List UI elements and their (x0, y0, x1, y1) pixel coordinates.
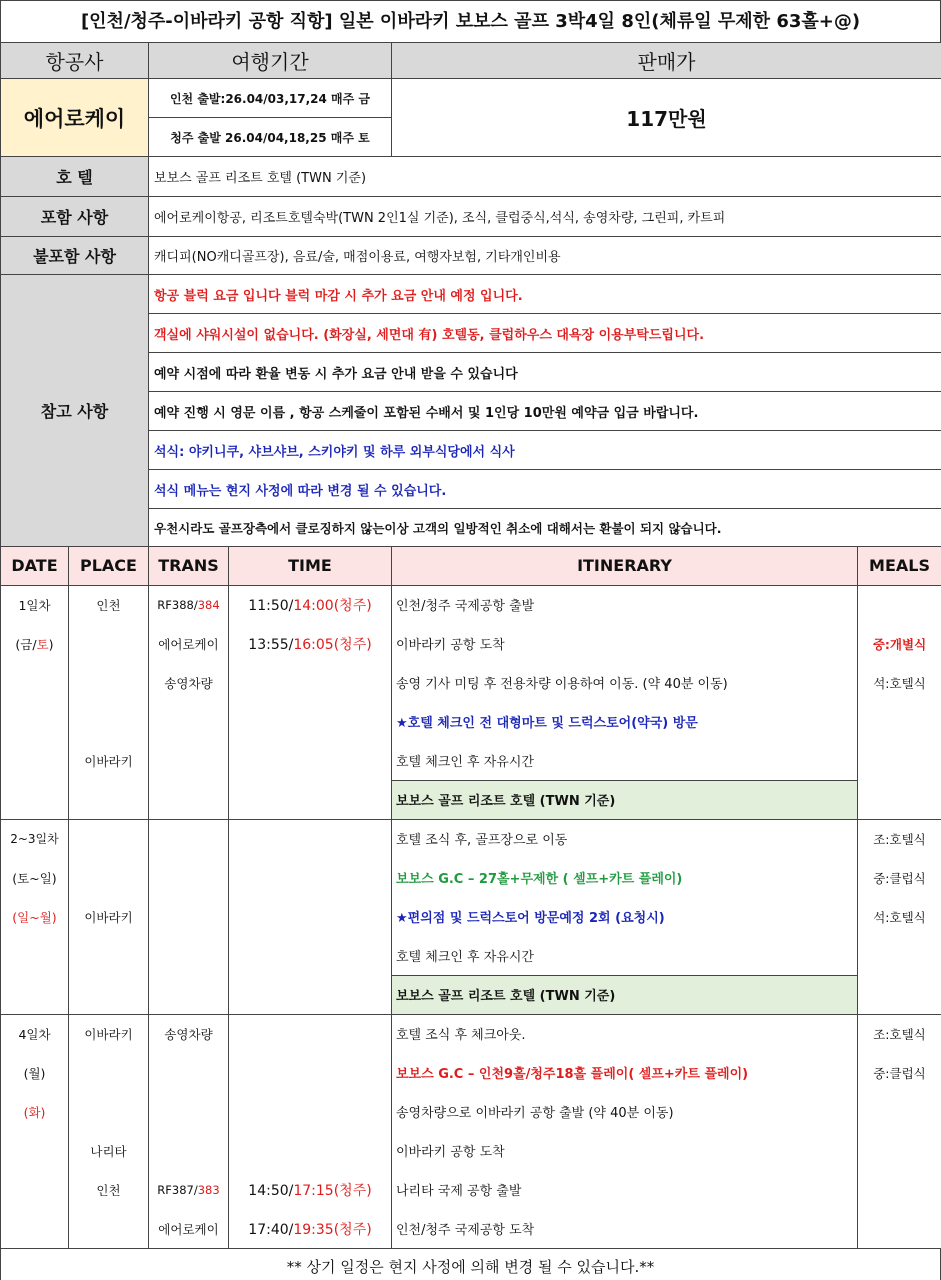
excluded-label: 불포함 사항 (1, 237, 149, 275)
hotel-value: 보보스 골프 리조트 호텔 (TWN 기준) (149, 157, 941, 197)
included-label: 포함 사항 (1, 197, 149, 237)
day4-dow-1: (월) (1, 1053, 69, 1092)
airline-name: 에어로케이 (1, 79, 149, 157)
price-value: 117만원 (392, 79, 941, 157)
day4-trans-2: RF387/383 (149, 1170, 229, 1209)
day4-meal-1: 조:호텔식 (858, 1014, 941, 1053)
col-place: PLACE (69, 547, 149, 585)
col-date: DATE (1, 547, 69, 585)
table-row (1, 624, 941, 663)
day2-dow-1: (토~일) (1, 858, 69, 897)
day1-time-2: 13:55/16:05(청주) (229, 624, 392, 663)
day4-itinerary-2: 보보스 G.C – 인천9홀/청주18홀 플레이( 셀프+카트 플레이) (392, 1053, 858, 1092)
day2-meal-1: 조:호텔식 (858, 819, 941, 858)
note-item: 객실에 샤워시설이 없습니다. (화장실, 세면대 有) 호텔동, 클럽하우스 대욕장 이용부탁드립니다. (149, 314, 941, 353)
day2-itinerary-1: 호텔 조식 후, 골프장으로 이동 (392, 819, 858, 858)
day1-trans-1: RF388/384 (149, 585, 229, 624)
day2-itinerary-3: ★편의점 및 드럭스토어 방문예정 2회 (요청시) (392, 897, 858, 936)
footer-note: ** 상기 일정은 현지 사정에 의해 변경 될 수 있습니다.** (0, 1248, 941, 1280)
day1-meal-1: 중:개별식 (858, 624, 941, 663)
day1-trans-3: 송영차량 (149, 663, 229, 702)
table-row (1, 1092, 941, 1131)
day4-itinerary-6: 인천/청주 국제공항 도착 (392, 1209, 858, 1248)
day2-hotel: 보보스 골프 리조트 호텔 (TWN 기준) (392, 975, 858, 1014)
day2-place: 이바라키 (69, 897, 149, 936)
table-row (1, 1170, 941, 1209)
day2-meal-2: 중:클럽식 (858, 858, 941, 897)
day1-dow: (금/토) (1, 624, 69, 663)
day2-itinerary-2: 보보스 G.C – 27홀+무제한 ( 셀프+카트 플레이) (392, 858, 858, 897)
table-row (1, 819, 941, 858)
day2-dow-2: (일~월) (1, 897, 69, 936)
day1-trans-2: 에어로케이 (149, 624, 229, 663)
table-row (1, 975, 941, 1014)
airline-header: 항공사 (1, 43, 149, 79)
period-cheongju: 청주 출발 26.04/04,18,25 매주 토 (149, 118, 392, 157)
note-item: 예약 진행 시 영문 이름 , 항공 스케줄이 포함된 수배서 및 1인당 10만원 예약금 입금 바랍니다. (149, 392, 941, 431)
day2-date: 2~3일차 (1, 819, 69, 858)
day4-place-2: 나리타 (69, 1131, 149, 1170)
day2-itinerary-4: 호텔 체크인 후 자유시간 (392, 936, 858, 975)
day1-itinerary-3: 송영 기사 미팅 후 전용차량 이용하여 이동. (약 40분 이동) (392, 663, 858, 702)
table-row (1, 1131, 941, 1170)
table-row (1, 585, 941, 624)
table-row (1, 780, 941, 819)
day4-time-2: 17:40/19:35(청주) (229, 1209, 392, 1248)
day4-date: 4일차 (1, 1014, 69, 1053)
note-item: 석식 메뉴는 현지 사정에 따라 변경 될 수 있습니다. (149, 470, 941, 509)
day1-hotel: 보보스 골프 리조트 호텔 (TWN 기준) (392, 780, 858, 819)
table-row (1, 897, 941, 936)
hotel-label: 호 텔 (1, 157, 149, 197)
day1-time-1: 11:50/14:00(청주) (229, 585, 392, 624)
note-item: 예약 시점에 따라 환율 변동 시 추가 요금 안내 받을 수 있습니다 (149, 353, 941, 392)
price-header: 판매가 (392, 43, 941, 79)
day1-date: 1일차 (1, 585, 69, 624)
day1-place-1: 인천 (69, 585, 149, 624)
table-row (1, 1209, 941, 1248)
day1-itinerary-1: 인천/청주 국제공항 출발 (392, 585, 858, 624)
period-header: 여행기간 (149, 43, 392, 79)
day1-meal-2: 석:호텔식 (858, 663, 941, 702)
table-row (1, 858, 941, 897)
table-row (1, 1014, 941, 1053)
table-row (1, 663, 941, 702)
day4-itinerary-1: 호텔 조식 후 체크아웃. (392, 1014, 858, 1053)
schedule-table (0, 547, 941, 1248)
day1-itinerary-5: 호텔 체크인 후 자유시간 (392, 741, 858, 780)
day4-itinerary-3: 송영차량으로 이바라키 공항 출발 (약 40분 이동) (392, 1092, 858, 1131)
day4-time-1: 14:50/17:15(청주) (229, 1170, 392, 1209)
day4-itinerary-5: 나리타 국제 공항 출발 (392, 1170, 858, 1209)
day4-trans-1: 송영차량 (149, 1014, 229, 1053)
note-item: 석식: 야키니쿠, 샤브샤브, 스키야키 및 하루 외부식당에서 식사 (149, 431, 941, 470)
table-row (1, 741, 941, 780)
summary-table (0, 42, 941, 547)
col-time: TIME (229, 547, 392, 585)
day4-place-1: 이바라키 (69, 1014, 149, 1053)
day4-place-3: 인천 (69, 1170, 149, 1209)
day4-trans-3: 에어로케이 (149, 1209, 229, 1248)
day1-place-2: 이바라키 (69, 741, 149, 780)
col-meals: MEALS (858, 547, 941, 585)
day1-itinerary-2: 이바라키 공항 도착 (392, 624, 858, 663)
day4-dow-2: (화) (1, 1092, 69, 1131)
note-item: 우천시라도 골프장측에서 클로징하지 않는이상 고객의 일방적인 취소에 대해서는 환불이 되지 않습니다. (149, 509, 941, 547)
table-row (1, 936, 941, 975)
day4-itinerary-4: 이바라키 공항 도착 (392, 1131, 858, 1170)
day2-meal-3: 석:호텔식 (858, 897, 941, 936)
included-value: 에어로케이항공, 리조트호텔숙박(TWN 2인1실 기준), 조식, 클럽중식,석식, 송영차량, 그린피, 카트피 (149, 197, 941, 237)
col-trans: TRANS (149, 547, 229, 585)
day1-itinerary-4: ★호텔 체크인 전 대형마트 및 드럭스토어(약국) 방문 (392, 702, 858, 741)
table-row (1, 702, 941, 741)
table-row (1, 1053, 941, 1092)
col-itinerary: ITINERARY (392, 547, 858, 585)
note-item: 항공 블럭 요금 입니다 블럭 마감 시 추가 요금 안내 예정 입니다. (149, 275, 941, 314)
page-title: [인천/청주-이바라키 공항 직항] 일본 이바라키 보보스 골프 3박4일 8인(체류일 무제한 63홀+@) (0, 0, 941, 42)
day4-meal-2: 중:클럽식 (858, 1053, 941, 1092)
period-incheon: 인천 출발:26.04/03,17,24 매주 금 (149, 79, 392, 118)
excluded-value: 캐디피(NO캐디골프장), 음료/술, 매점이용료, 여행자보험, 기타개인비용 (149, 237, 941, 275)
notes-label: 참고 사항 (1, 275, 149, 547)
